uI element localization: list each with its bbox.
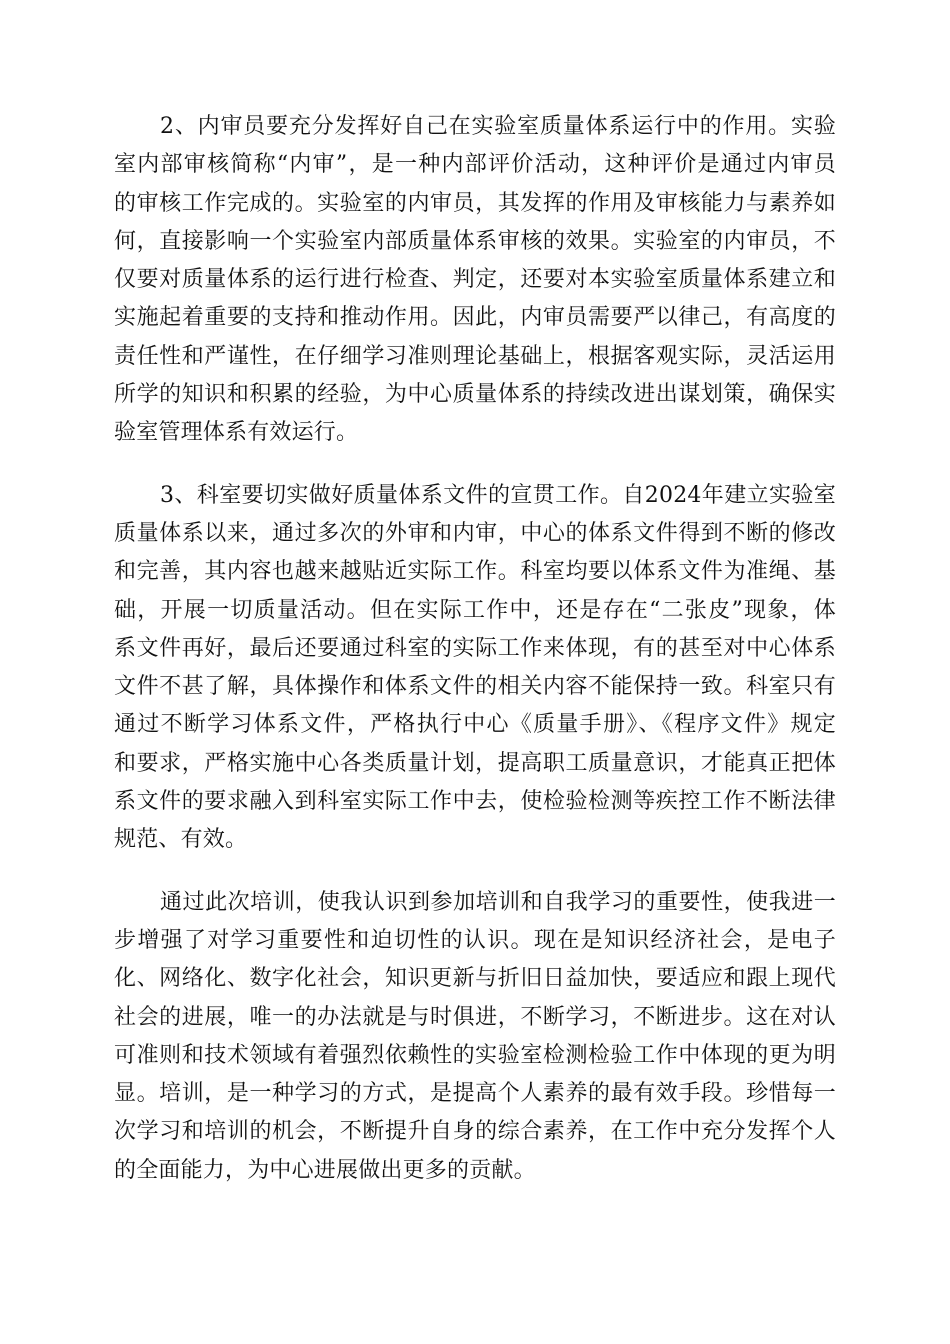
text-line: 步增强了对学习重要性和迫切性的认识。现在是知识经济社会，是电子 bbox=[114, 927, 836, 953]
text-line: 和完善，其内容也越来越贴近实际工作。科室均要以体系文件为准绳、基 bbox=[114, 559, 836, 585]
text-line: 文件不甚了解，具体操作和体系文件的相关内容不能保持一致。科室只有 bbox=[114, 674, 836, 700]
paragraph-internal-auditor bbox=[114, 108, 836, 453]
text-line: 实施起着重要的支持和推动作用。因此，内审员需要严以律己，有高度的 bbox=[114, 305, 836, 331]
text-line: 所学的知识和积累的经验，为中心质量体系的持续改进出谋划策，确保实 bbox=[114, 382, 836, 408]
text-line: 系文件的要求融入到科室实际工作中去，使检验检测等疾控工作不断法律 bbox=[114, 789, 836, 815]
text-line: 可准则和技术领域有着强烈依赖性的实验室检测检验工作中体现的更为明 bbox=[114, 1042, 836, 1068]
text-line: 室内部审核简称“内审”，是一种内部评价活动，这种评价是通过内审员 bbox=[114, 152, 836, 178]
paragraph-system-documents bbox=[114, 477, 836, 860]
text-line: 仅要对质量体系的运行进行检查、判定，还要对本实验室质量体系建立和 bbox=[114, 267, 836, 293]
text-line: 显。培训，是一种学习的方式，是提高个人素养的最有效手段。珍惜每一 bbox=[114, 1081, 836, 1107]
text-line: 次学习和培训的机会，不断提升自身的综合素养，在工作中充分发挥个人 bbox=[114, 1119, 836, 1145]
text-line: 化、网络化、数字化社会，知识更新与折旧日益加快，要适应和跟上现代 bbox=[114, 966, 836, 992]
paragraph-training-conclusion bbox=[114, 884, 836, 1190]
text-line: 规范、有效。 bbox=[114, 827, 248, 853]
text-line: 的全面能力，为中心进展做出更多的贡献。 bbox=[114, 1157, 536, 1183]
text-line: 3、科室要切实做好质量体系文件的宣贯工作。自2024年建立实验室 bbox=[160, 482, 836, 508]
text-line: 社会的进展，唯一的办法就是与时俱进，不断学习，不断进步。这在对认 bbox=[114, 1004, 836, 1030]
text-line: 和要求，严格实施中心各类质量计划，提高职工质量意识，才能真正把体 bbox=[114, 750, 836, 776]
document-page bbox=[114, 108, 836, 1190]
text-line: 责任性和严谨性，在仔细学习准则理论基础上，根据客观实际，灵活运用 bbox=[114, 343, 836, 369]
text-line: 何，直接影响一个实验室内部质量体系审核的效果。实验室的内审员，不 bbox=[114, 228, 836, 254]
text-line: 通过不断学习体系文件，严格执行中心《质量手册》、《程序文件》规定 bbox=[114, 712, 836, 738]
text-line: 质量体系以来，通过多次的外审和内审，中心的体系文件得到不断的修改 bbox=[114, 520, 836, 546]
text-line: 通过此次培训，使我认识到参加培训和自我学习的重要性，使我进一 bbox=[160, 889, 836, 915]
text-line: 的审核工作完成的。实验室的内审员，其发挥的作用及审核能力与素养如 bbox=[114, 190, 836, 216]
text-line: 2、内审员要充分发挥好自己在实验室质量体系运行中的作用。实验 bbox=[160, 114, 836, 139]
text-line: 础，开展一切质量活动。但在实际工作中，还是存在“二张皮”现象，体 bbox=[114, 597, 836, 623]
text-line: 验室管理体系有效运行。 bbox=[114, 420, 359, 446]
text-line: 系文件再好，最后还要通过科室的实际工作来体现，有的甚至对中心体系 bbox=[114, 635, 836, 661]
